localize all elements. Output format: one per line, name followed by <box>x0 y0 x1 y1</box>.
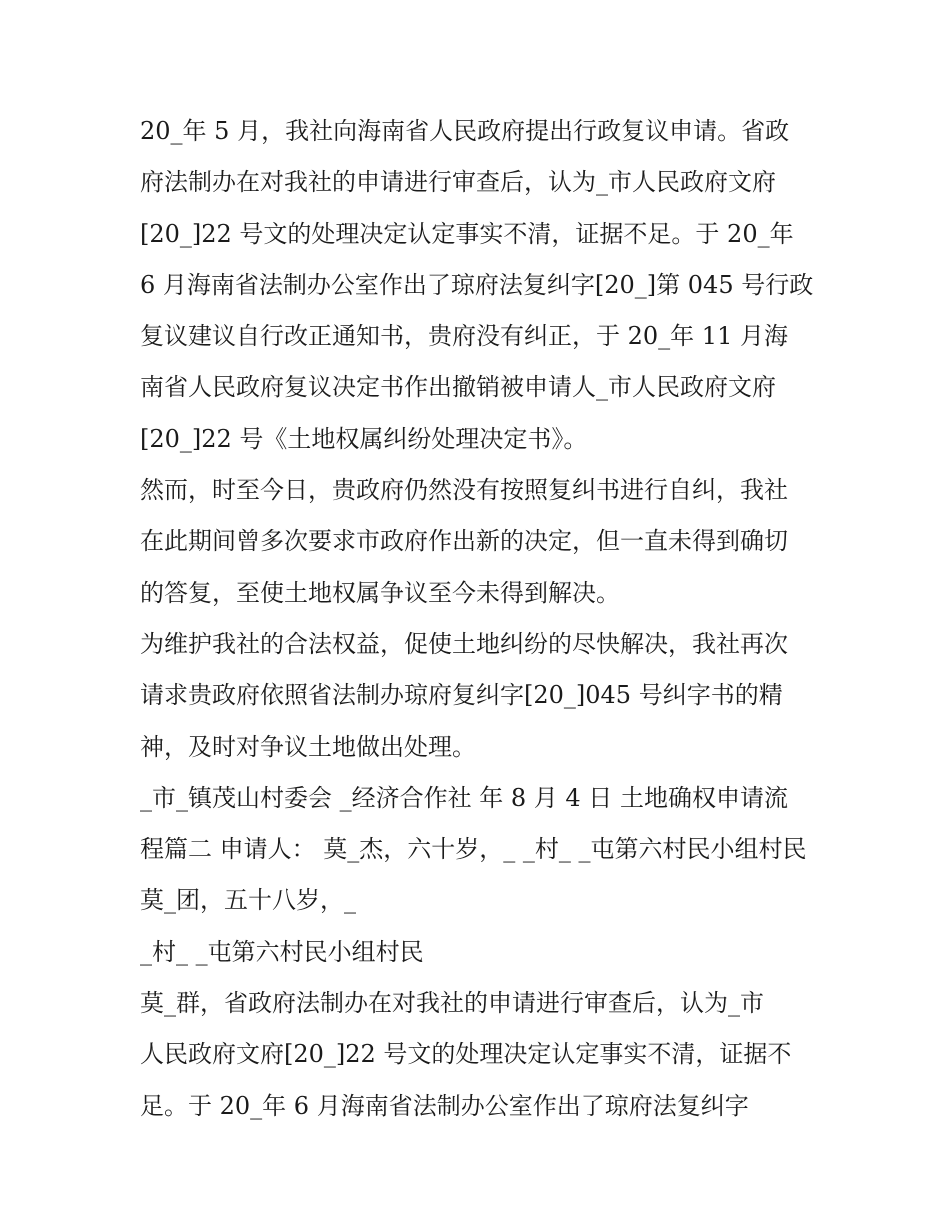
text-line: 6 月海南省法制办公室作出了琼府法复纠字[20_]第 045 号行政 <box>140 270 814 299</box>
text-line: 复议建议自行改正通知书，贵府没有纠正，于 20_年 11 月海 <box>140 322 788 351</box>
document-body <box>140 106 820 1132</box>
text-line: 足。于 20_年 6 月海南省法制办公室作出了琼府法复纠字 <box>140 1091 749 1120</box>
text-line: 的答复，至使土地权属争议至今未得到解决。 <box>140 578 620 607</box>
text-line: 府法制办在对我社的申请进行审查后，认为_市人民政府文府 <box>140 168 776 197</box>
text-line: 程篇二 申请人： 莫_杰，六十岁，_ _村_ _屯第六村民小组村民 <box>140 835 807 864</box>
text-line: 莫_群，省政府法制办在对我社的申请进行审查后，认为_市 <box>140 989 764 1018</box>
text-line: _市_镇茂山村委会 _经济合作社 年 8 月 4 日 土地确权申请流 <box>140 783 788 812</box>
text-line: _村_ _屯第六村民小组村民 <box>140 937 424 966</box>
text-line: [20_]22 号《土地权属纠纷处理决定书》。 <box>140 424 588 453</box>
text-line: 请求贵政府依照省法制办琼府复纠字[20_]045 号纠字书的精 <box>140 681 783 710</box>
text-line: [20_]22 号文的处理决定认定事实不清，证据不足。于 20_年 <box>140 219 794 248</box>
text-line: 人民政府文府[20_]22 号文的处理决定认定事实不清，证据不 <box>140 1040 792 1069</box>
text-line: 在此期间曾多次要求市政府作出新的决定，但一直未得到确切 <box>140 527 788 556</box>
text-line: 南省人民政府复议决定书作出撤销被申请人_市人民政府文府 <box>140 373 776 402</box>
text-line: 为维护我社的合法权益，促使土地纠纷的尽快解决，我社再次 <box>140 629 788 658</box>
text-line: 然而，时至今日，贵政府仍然没有按照复纠书进行自纠，我社 <box>140 476 788 505</box>
text-line: 神，及时对争议土地做出处理。 <box>140 732 476 761</box>
text-line: 20_年 5 月，我社向海南省人民政府提出行政复议申请。省政 <box>140 117 790 145</box>
text-line: 莫_团，五十八岁，_ <box>140 886 356 915</box>
